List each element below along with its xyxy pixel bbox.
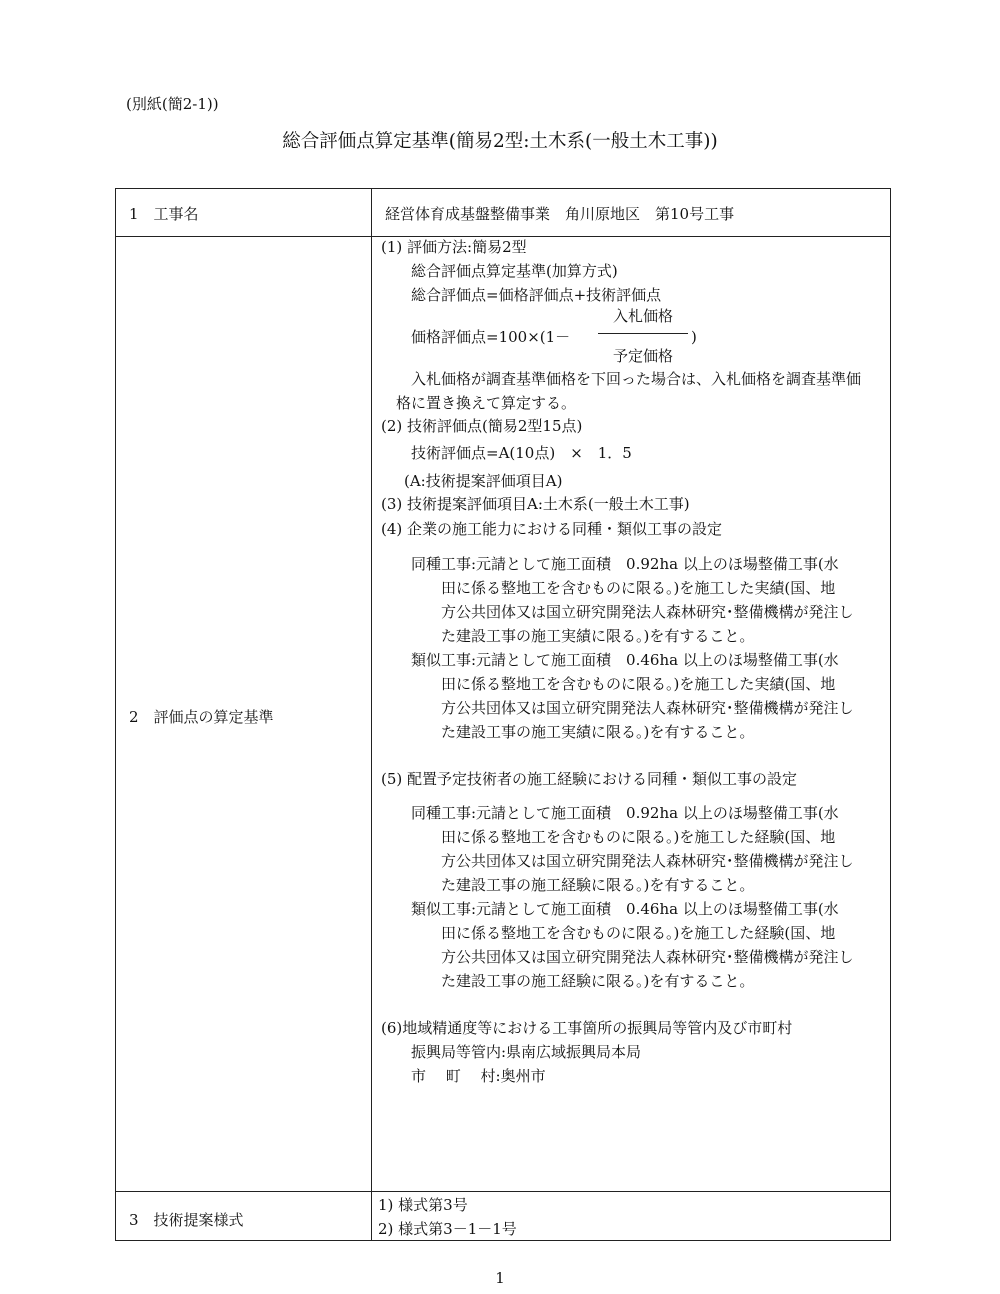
section-6-title: (6)地域精通度等における工事箇所の振興局等管内及び市町村	[381, 1019, 793, 1037]
row-label-project-name: 1 工事名	[129, 205, 199, 223]
section-4-same-work: 田に係る整地工を含むものに限る。)を施工した実績(国、地	[441, 579, 836, 597]
criteria-table	[115, 188, 891, 1241]
section-4-similar-work: た建設工事の施工実績に限る。)を有すること。	[441, 723, 755, 741]
project-name-value: 経営体育成基盤整備事業 角川原地区 第10号工事	[385, 205, 735, 223]
proposal-form-item: 1) 様式第3号	[378, 1196, 468, 1214]
section-4-title: (4) 企業の施工能力における同種・類似工事の設定	[381, 520, 723, 538]
section-5-same-work: 同種工事:元請として施工面積 0.92ha 以上のほ場整備工事(水	[411, 804, 839, 822]
fraction-bar	[598, 333, 688, 334]
section-5-same-work: 田に係る整地工を含むものに限る。)を施工した経験(国、地	[441, 828, 836, 846]
row-label-proposal-forms: 3 技術提案様式	[129, 1211, 244, 1229]
section-4-similar-work: 類似工事:元請として施工面積 0.46ha 以上のほ場整備工事(水	[411, 651, 839, 669]
document-title: 総合評価点算定基準(簡易2型:土木系(一般土木工事))	[282, 131, 718, 152]
section-1-note: 格に置き換えて算定する。	[396, 394, 577, 412]
section-3-title: (3) 技術提案評価項目A:土木系(一般土木工事)	[381, 495, 690, 513]
page-number: 1	[495, 1269, 505, 1287]
row-label-scoring-criteria: 2 評価点の算定基準	[129, 708, 274, 726]
document-reference: (別紙(簡2-1))	[126, 95, 219, 113]
section-4-same-work: 方公共団体又は国立研究開発法人森林研究･整備機構が発注し	[441, 603, 854, 621]
section-4-same-work: 同種工事:元請として施工面積 0.92ha 以上のほ場整備工事(水	[411, 555, 839, 573]
column-divider	[371, 189, 372, 1240]
section-5-same-work: た建設工事の施工経験に限る。)を有すること。	[441, 876, 755, 894]
section-5-similar-work: 方公共団体又は国立研究開発法人森林研究･整備機構が発注し	[441, 948, 854, 966]
section-1-note: 入札価格が調査基準価格を下回った場合は、入札価格を調査基準価	[411, 370, 862, 388]
section-2-line: 技術評価点=A(10点) × 1．5	[411, 444, 632, 462]
formula-denominator: 予定価格	[613, 347, 674, 365]
section-1-line: 総合評価点=価格評価点+技術評価点	[411, 286, 662, 304]
proposal-form-item: 2) 様式第3－1－1号	[378, 1220, 517, 1238]
section-5-similar-work: 類似工事:元請として施工面積 0.46ha 以上のほ場整備工事(水	[411, 900, 839, 918]
section-2-title: (2) 技術評価点(簡易2型15点)	[381, 417, 583, 435]
section-1-line: 総合評価点算定基準(加算方式)	[411, 262, 618, 280]
formula-suffix: )	[691, 328, 697, 346]
section-4-same-work: た建設工事の施工実績に限る。)を有すること。	[441, 627, 755, 645]
section-4-similar-work: 方公共団体又は国立研究開発法人森林研究･整備機構が発注し	[441, 699, 854, 717]
formula-prefix: 価格評価点=100×(1－	[411, 328, 571, 346]
section-5-title: (5) 配置予定技術者の施工経験における同種・類似工事の設定	[381, 770, 798, 788]
section-1-title: (1) 評価方法:簡易2型	[381, 238, 527, 256]
section-5-similar-work: た建設工事の施工経験に限る。)を有すること。	[441, 972, 755, 990]
formula-numerator: 入札価格	[613, 307, 674, 325]
section-5-similar-work: 田に係る整地工を含むものに限る。)を施工した経験(国、地	[441, 924, 836, 942]
section-2-line: (A:技術提案評価項目A)	[404, 472, 563, 490]
section-4-similar-work: 田に係る整地工を含むものに限る。)を施工した実績(国、地	[441, 675, 836, 693]
row-divider	[116, 1191, 890, 1192]
section-6-line: 振興局等管内:県南広域振興局本局	[411, 1043, 642, 1061]
section-5-same-work: 方公共団体又は国立研究開発法人森林研究･整備機構が発注し	[441, 852, 854, 870]
section-6-line: 市 町 村:奥州市	[411, 1067, 546, 1085]
